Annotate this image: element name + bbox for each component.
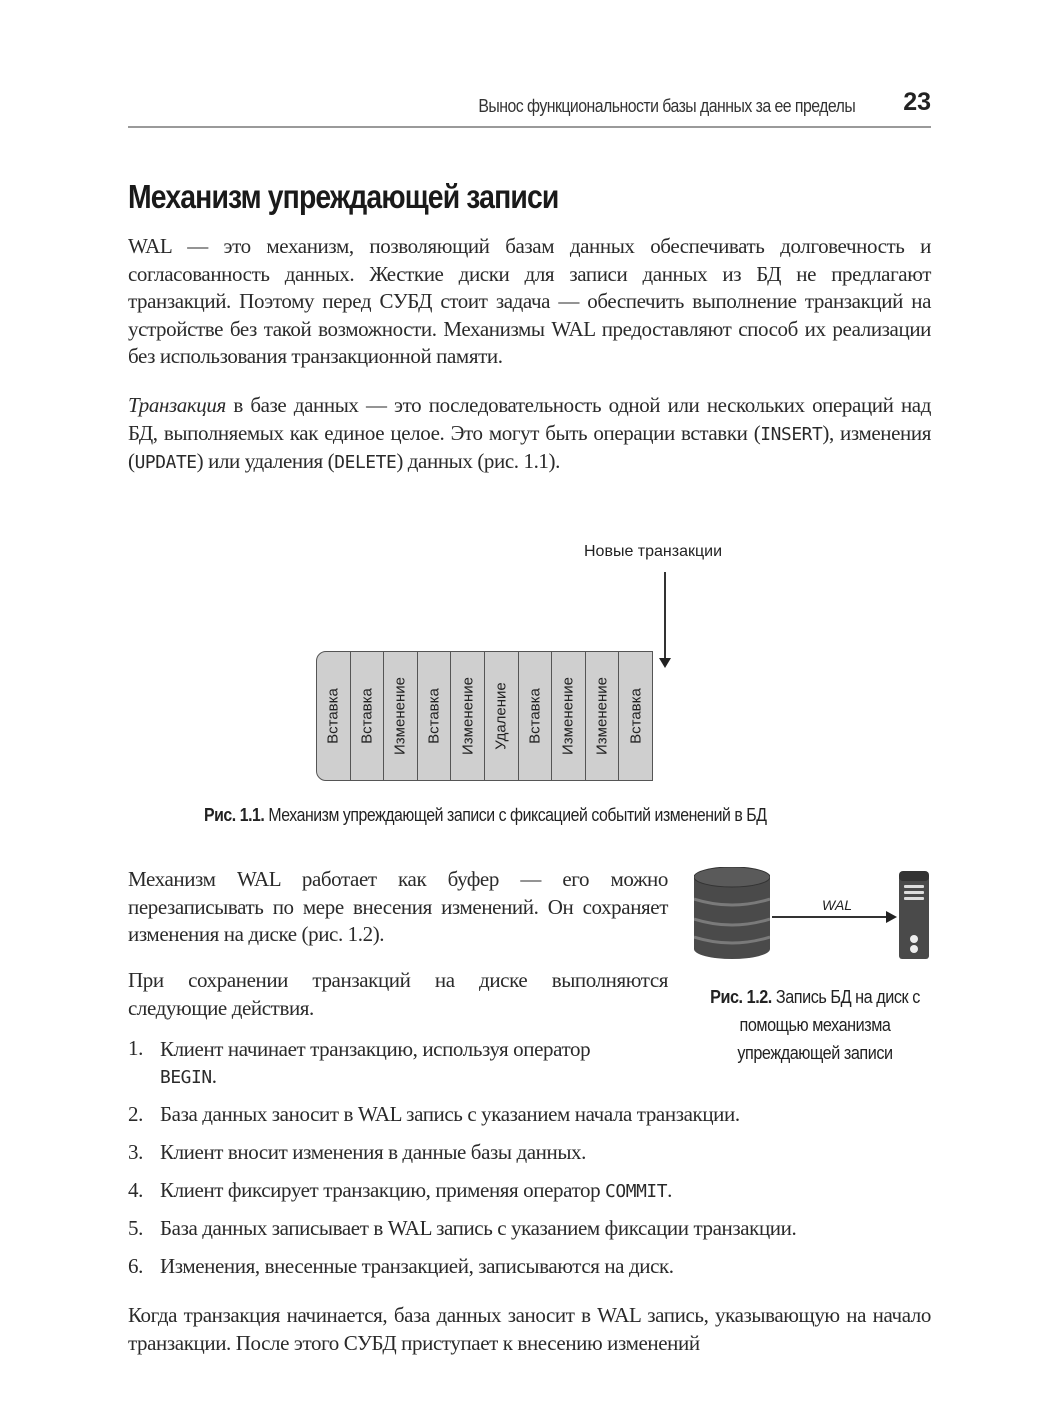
step-text: Клиент фиксирует транзакцию, применяя оператор — [160, 1178, 606, 1202]
running-title: Вынос функциональности базы данных за ее пределы — [478, 96, 855, 116]
list-number: 1. — [128, 1036, 143, 1060]
list-text — [160, 1178, 672, 1203]
database-icon — [694, 867, 770, 959]
log-cell — [451, 652, 485, 780]
wal-label: WAL — [822, 897, 853, 913]
section-title: Механизм упреждающей записи — [128, 178, 559, 215]
figure-1-2-wal-to-disk — [690, 865, 940, 965]
list-number: 3. — [128, 1140, 143, 1164]
text-fragment: ) или удаления ( — [196, 449, 335, 473]
paragraph-wal-buffer: Механизм WAL работает как буфер — его можно перезаписывать по мере внесения изменений. Он сохраняет изменения на диске (рис. 1.2). — [128, 867, 668, 946]
log-cell — [552, 652, 586, 780]
log-cell-label: Изменение — [593, 677, 611, 755]
text-fragment: ), изменения ( — [128, 420, 931, 473]
paragraph-wal-intro: WAL — это механизм, позволяющий базам данных обеспечивать долговечность и согласованность данных. Жесткие диски для записи данных из БД не предлагают транзакций. Поэтому перед СУБД стоит задача — обеспечить выполнение транзакций на устройстве без такой возможности. Механизмы WAL предоставляют способ их реализации без использования транзакционной памяти. — [128, 234, 931, 368]
log-cell — [317, 652, 351, 780]
list-number: 2. — [128, 1102, 143, 1126]
arrow-head-icon — [659, 658, 671, 668]
step-tail: . — [667, 1178, 672, 1202]
log-cell — [485, 652, 519, 780]
paragraph-transaction-definition — [128, 392, 931, 477]
code-update: UPDATE — [134, 452, 197, 473]
figure-1-1-wal-log — [316, 535, 756, 785]
figure-1-1-caption — [204, 805, 767, 826]
paragraph-steps-intro: При сохранении транзакций на диске выполняются следующие действия. — [128, 968, 668, 1020]
log-cell — [519, 652, 553, 780]
list-number: 4. — [128, 1178, 143, 1202]
caption-label: Рис. 1.1. — [204, 805, 265, 825]
running-header — [128, 88, 931, 128]
step-text: Клиент начинает транзакцию, используя оператор — [160, 1037, 591, 1061]
code-delete: DELETE — [334, 452, 397, 473]
caption-text: Механизм упреждающей записи с фиксацией событий изменений в БД — [264, 805, 767, 825]
term-transaction: Транзакция — [128, 393, 226, 417]
list-text: База данных записывает в WAL запись с указанием фиксации транзакции. — [160, 1216, 797, 1240]
list-text: База данных заносит в WAL запись с указанием начала транзакции. — [160, 1102, 740, 1126]
list-number: 5. — [128, 1216, 143, 1240]
code-insert: INSERT — [760, 423, 823, 445]
list-text: Изменения, внесенные транзакцией, записываются на диск. — [160, 1254, 674, 1278]
text-fragment: ) данных (рис. 1.1). — [396, 449, 560, 473]
list-text: Клиент вносит изменения в данные базы данных. — [160, 1140, 586, 1164]
log-cell-label: Вставка — [324, 688, 342, 744]
log-cell — [351, 652, 385, 780]
list-text — [160, 1036, 668, 1091]
log-cell — [384, 652, 418, 780]
page-number: 23 — [903, 88, 931, 116]
arrow-down-icon — [664, 572, 666, 660]
log-cell — [586, 652, 620, 780]
caption-text: Запись БД на диск с помощью механизма упреждающей записи — [737, 987, 920, 1063]
log-cell-label: Вставка — [526, 688, 544, 744]
code-begin: BEGIN — [160, 1067, 212, 1088]
wal-log-box — [316, 651, 653, 781]
log-cell-label: Изменение — [459, 677, 477, 755]
steps-list — [128, 1036, 931, 1286]
log-cell-label: Изменение — [559, 677, 577, 755]
log-cell-label: Удаление — [492, 682, 510, 750]
code-commit: COMMIT — [605, 1181, 668, 1202]
arrow-right-icon — [886, 911, 897, 923]
wal-arrow-line — [772, 916, 890, 918]
log-cell-label: Вставка — [425, 688, 443, 744]
log-cell — [619, 652, 652, 780]
log-cell — [418, 652, 452, 780]
text-fragment: в базе данных — это последовательность одной или нескольких операций над БД, выполняемых как единое целое. Это могут быть операции вставки ( — [128, 393, 931, 445]
log-cell-label: Вставка — [358, 688, 376, 744]
caption-label: Рис. 1.2. — [710, 987, 772, 1007]
list-number: 6. — [128, 1254, 143, 1278]
step-tail: . — [211, 1064, 217, 1088]
log-cell-label: Изменение — [391, 677, 409, 755]
server-icon — [899, 871, 929, 959]
log-cell-label: Вставка — [627, 688, 645, 744]
new-transactions-label: Новые транзакции — [584, 543, 723, 560]
paragraph-transaction-start: Когда транзакция начинается, база данных заносит в WAL запись, указывающую на начало транзакции. После этого СУБД приступает к внесению изменений — [128, 1303, 931, 1355]
